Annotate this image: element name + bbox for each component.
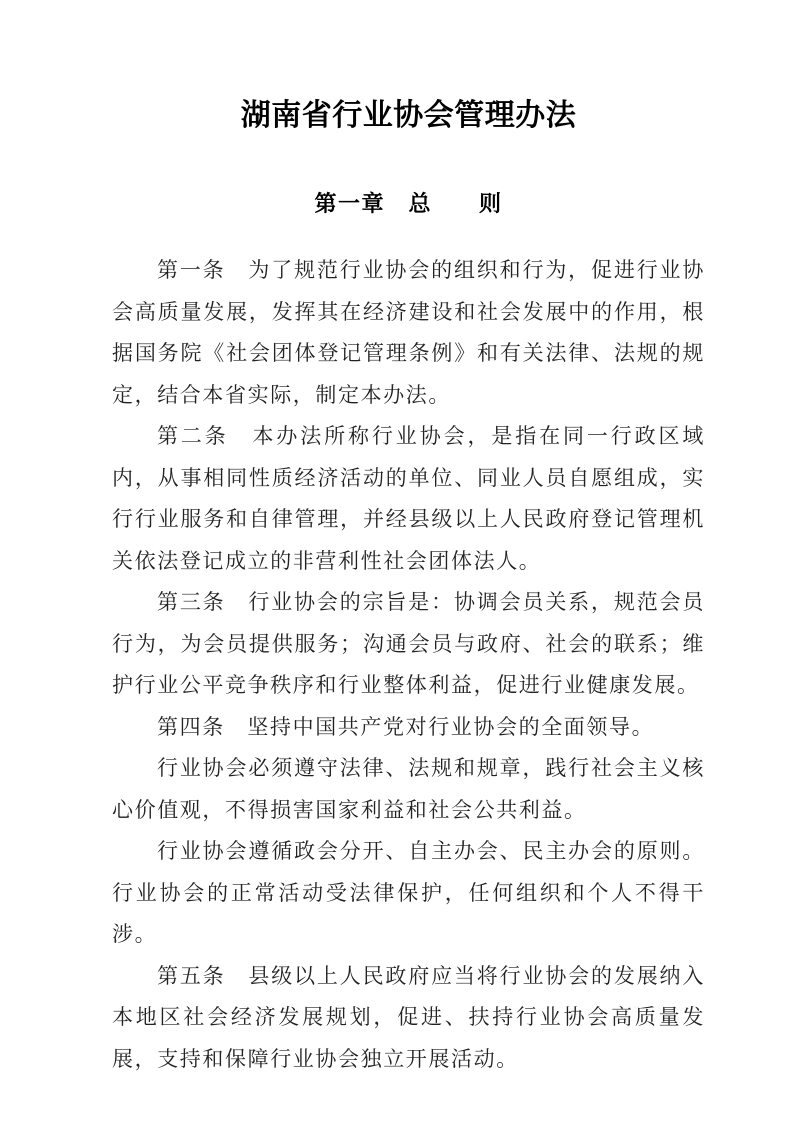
document-title: 湖南省行业协会管理办法 (240, 99, 577, 132)
chapter-heading: 第一章 总 则 (314, 191, 503, 216)
paragraph-article-4-principles: 行业协会遵循政会分开、自主办会、民主办会的原则。行业协会的正常活动受法律保护，任何组织和个人不得干涉。 (112, 839, 705, 946)
paragraph-article-2: 第二条 本办法所称行业协会，是指在同一行政区域内，从事相同性质经济活动的单位、同业人员自愿组成，实行行业服务和自律管理，并经县级以上人民政府登记管理机关依法登记成立的非营利性社会团体法人。 (112, 424, 705, 573)
paragraph-article-3: 第三条 行业协会的宗旨是：协调会员关系，规范会员行为，为会员提供服务；沟通会员与政府、社会的联系；维护行业公平竞争秩序和行业整体利益，促进行业健康发展。 (112, 590, 705, 697)
paragraph-article-4: 第四条 坚持中国共产党对行业协会的全面领导。 (157, 714, 655, 739)
paragraph-article-1: 第一条 为了规范行业协会的组织和行为，促进行业协会高质量发展，发挥其在经济建设和社会发展中的作用，根据国务院《社会团体登记管理条例》和有关法律、法规的规定，结合本省实际，制定本办法。 (112, 258, 705, 407)
document-body (112, 250, 705, 1080)
paragraph-article-4-continued: 行业协会必须遵守法律、法规和规章，践行社会主义核心价值观，不得损害国家利益和社会公共利益。 (112, 756, 705, 822)
paragraph-article-5: 第五条 县级以上人民政府应当将行业协会的发展纳入本地区社会经济发展规划，促进、扶持行业协会高质量发展，支持和保障行业协会独立开展活动。 (112, 963, 705, 1071)
